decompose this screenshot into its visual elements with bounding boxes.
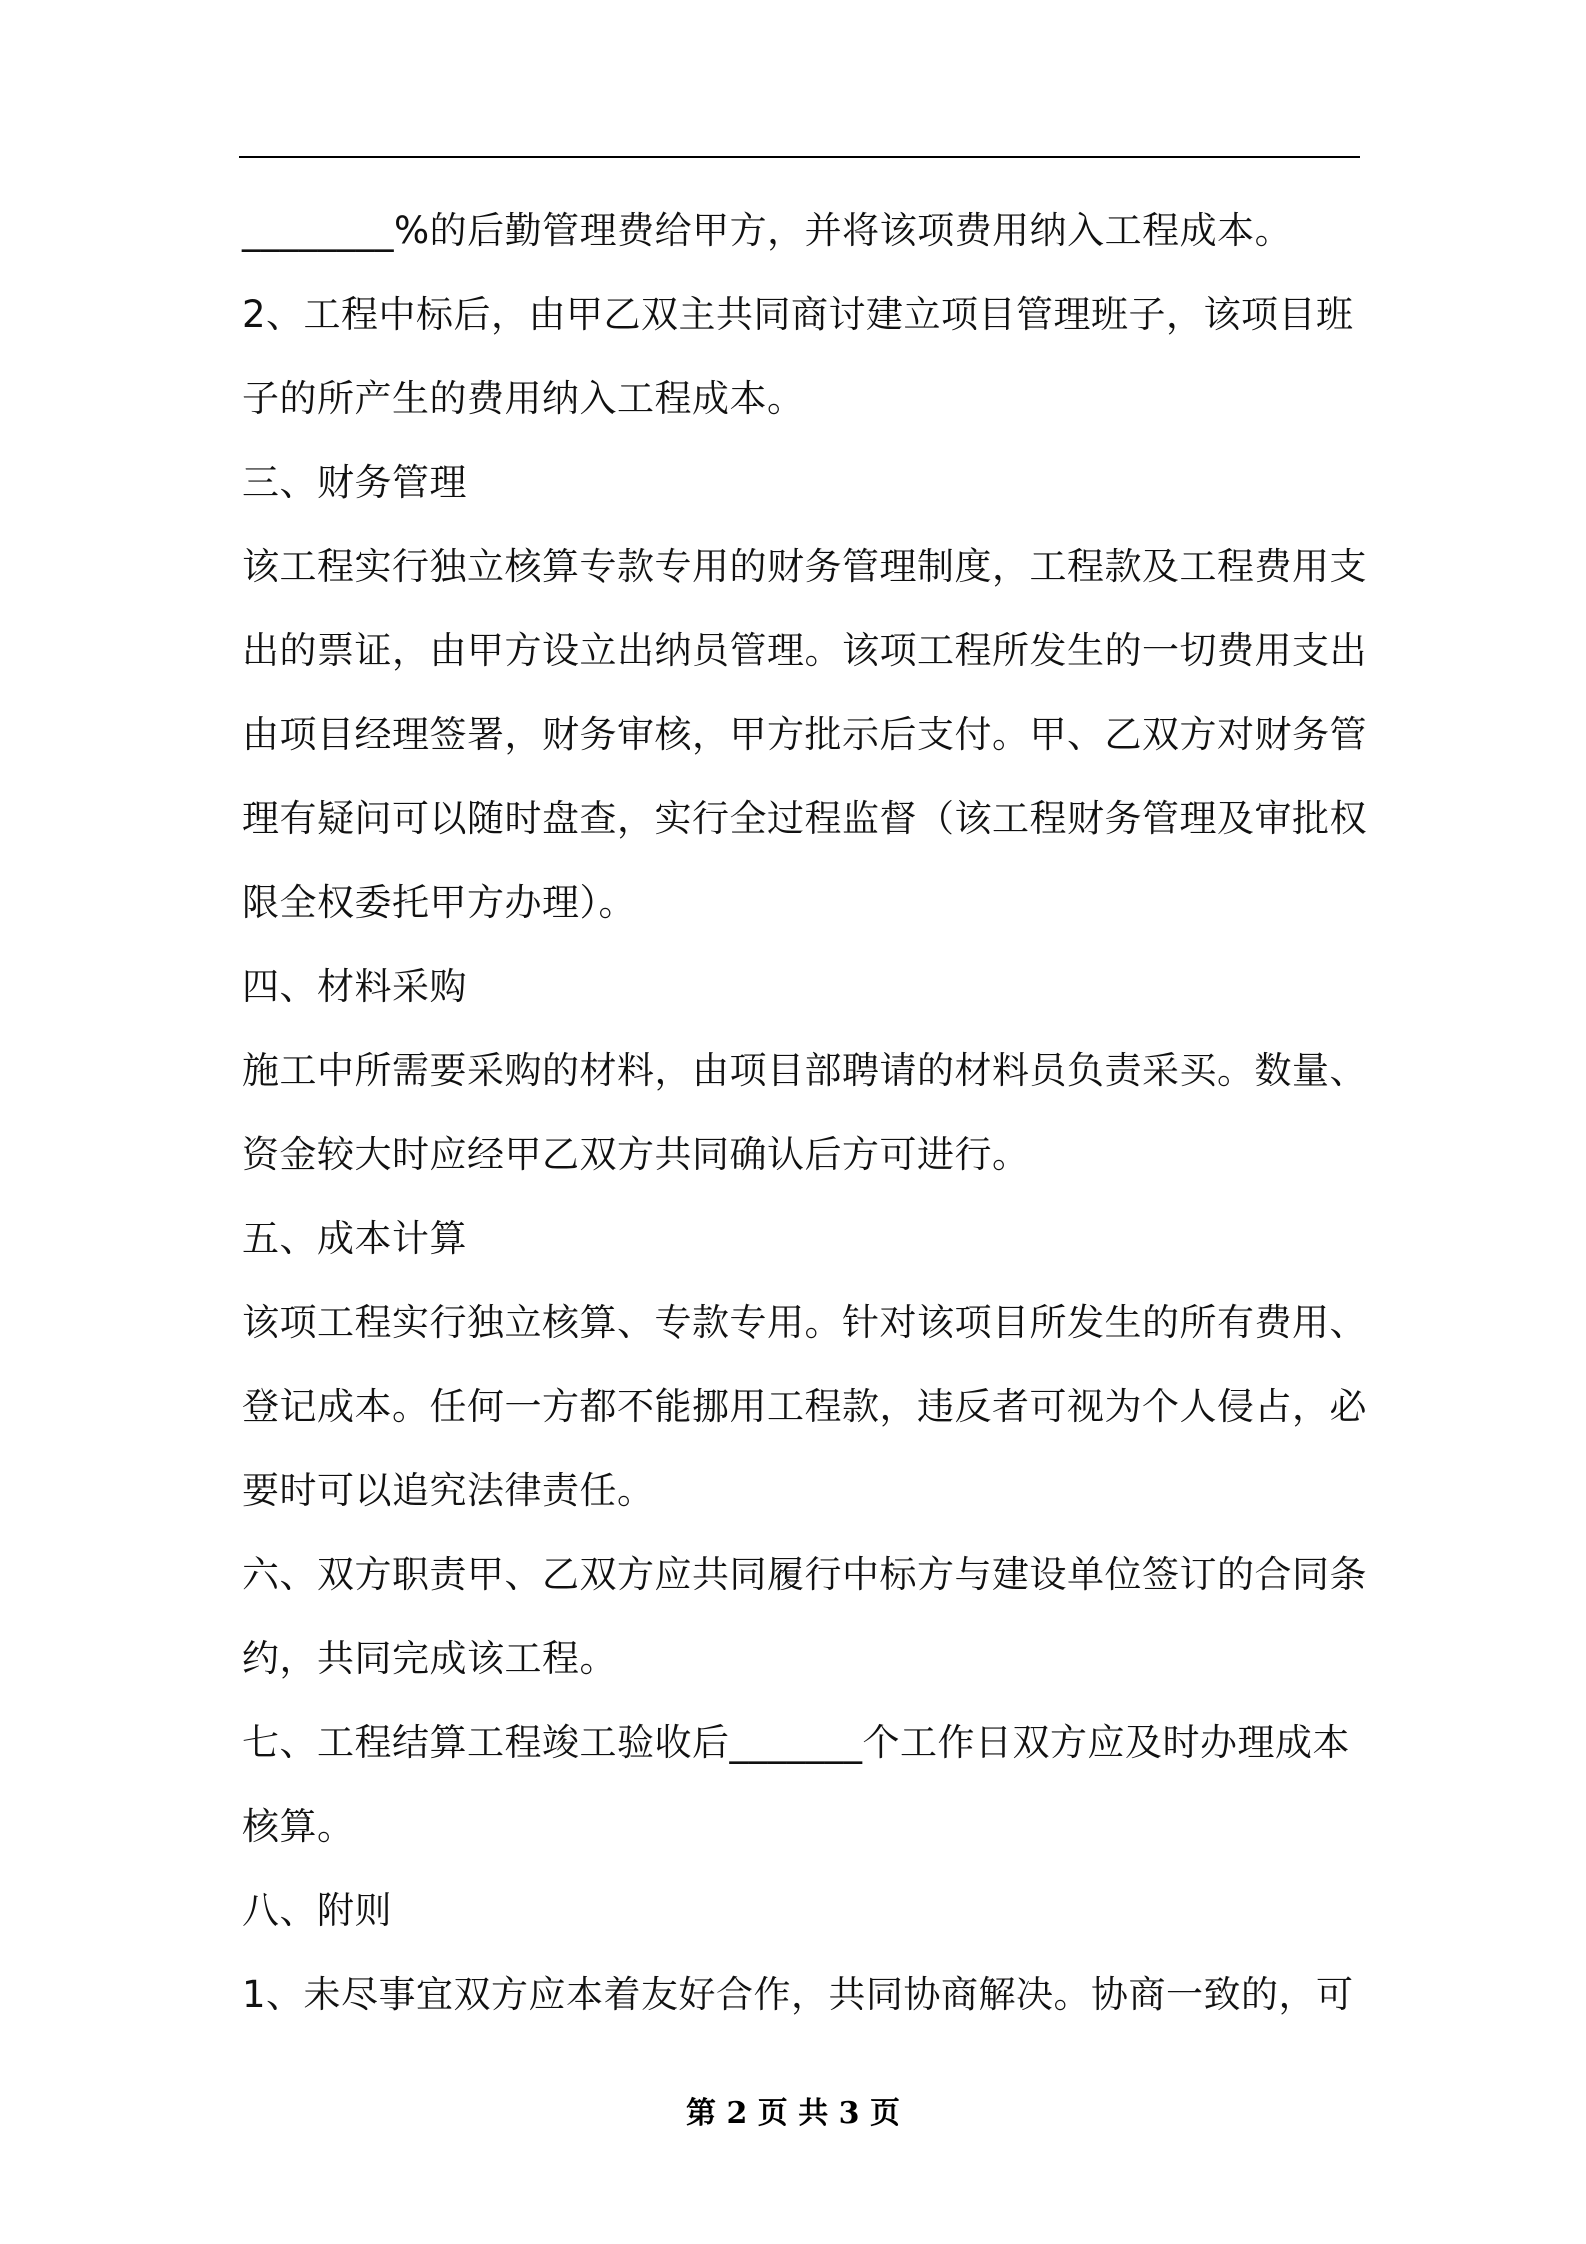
text-line: ________%的后勤管理费给甲方，并将该项费用纳入工程成本。 [242,209,1293,252]
text-line: 限全权委托甲方办理）。 [242,881,636,924]
text-line: 出的票证，由甲方设立出纳员管理。该项工程所发生的一切费用支出 [242,629,1367,672]
section-heading: 三、财务管理 [242,461,467,504]
text-line: 核算。 [242,1805,355,1848]
section-heading: 四、材料采购 [242,965,467,1008]
page-number: 第 2 页 共 3 页 [686,2096,900,2131]
text-line: 登记成本。任何一方都不能挪用工程款，违反者可视为个人侵占，必 [242,1385,1367,1428]
text-line: 该项工程实行独立核算、专款专用。针对该项目所发生的所有费用、 [242,1301,1367,1344]
header-divider [239,156,1360,158]
text-line: 1、未尽事宜双方应本着友好合作，共同协商解决。协商一致的，可 [242,1973,1354,2016]
text-line: 七、工程结算工程竣工验收后_______个工作日双方应及时办理成本 [242,1721,1350,1764]
text-line: 施工中所需要采购的材料，由项目部聘请的材料员负责采买。数量、 [242,1049,1367,1092]
text-line: 2、工程中标后，由甲乙双主共同商讨建立项目管理班子，该项目班 [242,293,1354,336]
text-line: 由项目经理签署，财务审核，甲方批示后支付。甲、乙双方对财务管 [242,713,1367,756]
document-body [242,196,1367,2044]
text-line: 资金较大时应经甲乙双方共同确认后方可进行。 [242,1133,1030,1176]
section-heading: 五、成本计算 [242,1217,467,1260]
section-heading: 八、附则 [242,1889,392,1932]
text-line: 理有疑问可以随时盘查，实行全过程监督（该工程财务管理及审批权 [242,797,1367,840]
text-line: 六、双方职责甲、乙双方应共同履行中标方与建设单位签订的合同条 [242,1553,1367,1596]
text-line: 要时可以追究法律责任。 [242,1469,655,1512]
text-line: 该工程实行独立核算专款专用的财务管理制度，工程款及工程费用支 [242,545,1367,588]
text-line: 约，共同完成该工程。 [242,1637,617,1680]
text-line: 子的所产生的费用纳入工程成本。 [242,377,805,420]
